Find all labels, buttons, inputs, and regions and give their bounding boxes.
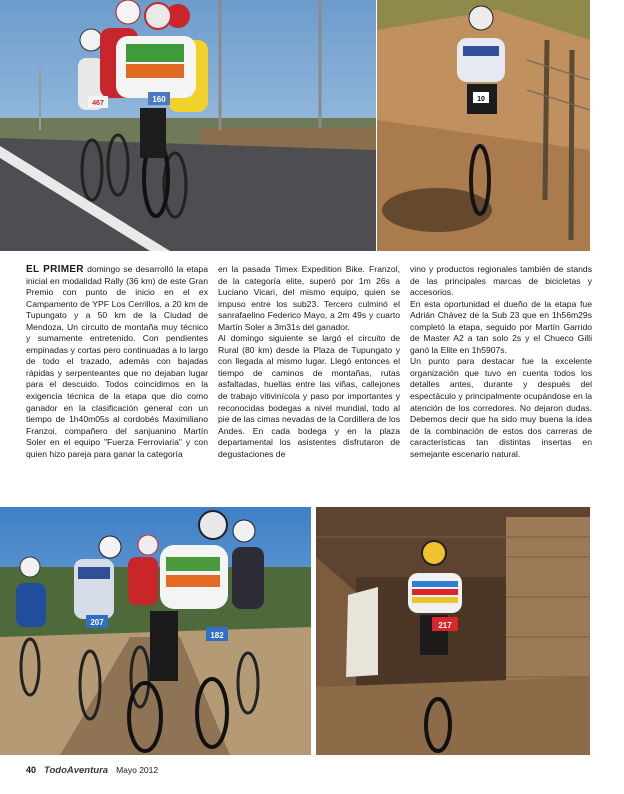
article-col2-p2: Al domingo siguiente se largó el circuito de Rural (80 km) desde la Plaza de Tupungato y con llegada al mismo lugar. Llegó entonces el tiempo de caminos de montañas, rutas asfaltadas, huellas entre las viñas, callejones de trabajo vitivinícola y paso por importantes y reconocidas bodegas a nivel mundial, todo al pie de las cimas nevadas de la Cordillera de los Andes. En cada bodega y en la plaza departamental los asistentes disfrutaron de degustaciones de: [218, 333, 401, 459]
article-col2-p1: en la pasada Timex Expedition Bike. Franzol, de la categoría elite, superó por 1m 26s a Luciano Vicari, del mismo equipo, quien se impuso entre los sub23. Tercero culminó el sanrafaelino Federico Mayo, a 2m 49s y cuarto Martín Soler a 3m31s del ganador.: [218, 264, 400, 332]
article-col3-p3: Un punto para destacar fue la excelente organización que tuvo en cuenta todos los detalles antes, durante y después del espectáculo y principalmente ocupándose en la atención de los corredores. No dejaron dudas. Debemos decir que ha sido muy buena la idea de la combinación de estos dos carreras de características tan distintas insertas en semejante escenario natural.: [410, 356, 592, 459]
article-column-2: [218, 264, 400, 460]
bib-160: 160: [152, 95, 166, 104]
bib-467: 467: [92, 100, 104, 107]
article-col1-text: domingo se desarrolló la etapa inicial en modalidad Rally (36 km) de este Gran Premio con punto de inicio en el ex Campamento de YPF Los Cerrillos, a 20 km de Tupungato y a 50 km de la Ciudad de Mendoza. Un circuito de montaña muy técnico y sumamente entretenido. Con pendientes empinadas y cortas pero continuadas a lo largo de todo el trazado, además con bajadas rápidas y serpenteantes que no dejaban lugar para el descuido. Todos coincidimos en la exigencia técnica de la etapa que dio como ganador en la clasificación general con un tiempo de 1h40m05s al cordobés Maximiliano Franzoi, compañero del sanjuanino Martín Soler en el equipo "Fuerza Ferroviaria" y con quien hizo pareja para ganar la categoría: [26, 264, 208, 459]
bib-207: 207: [90, 618, 104, 627]
article-column-1: [26, 264, 208, 460]
article-lead: EL PRIMER: [26, 264, 84, 275]
photo-trail-rider: [377, 0, 590, 251]
bib-182: 182: [210, 631, 224, 640]
photo-group-riders: [0, 507, 311, 755]
photo-road-race: [0, 0, 376, 251]
photo-tunnel-rider: [316, 507, 590, 755]
issue-date: Mayo 2012: [116, 765, 159, 775]
magazine-name: TodoAventura: [44, 765, 109, 776]
article-col3-p1: vino y productos regionales también de stands de las principales marcas de bicicletas y accesorios.: [410, 264, 592, 298]
article-col3-p2: En esta oportunidad el dueño de la etapa fue Adrián Chávez de la Sub 23 que en 1h56m29s completó la etapa, seguido por Martín Garrido de Master A2 a tan solo 2s y el Chueco Gilli ganó la Elite en 1h5907s.: [410, 298, 592, 355]
bib-217: 217: [438, 621, 452, 630]
page-number: 40: [26, 765, 37, 775]
page-footer: [26, 765, 158, 776]
article-column-3: [410, 264, 592, 460]
bib-10: 10: [477, 96, 485, 103]
